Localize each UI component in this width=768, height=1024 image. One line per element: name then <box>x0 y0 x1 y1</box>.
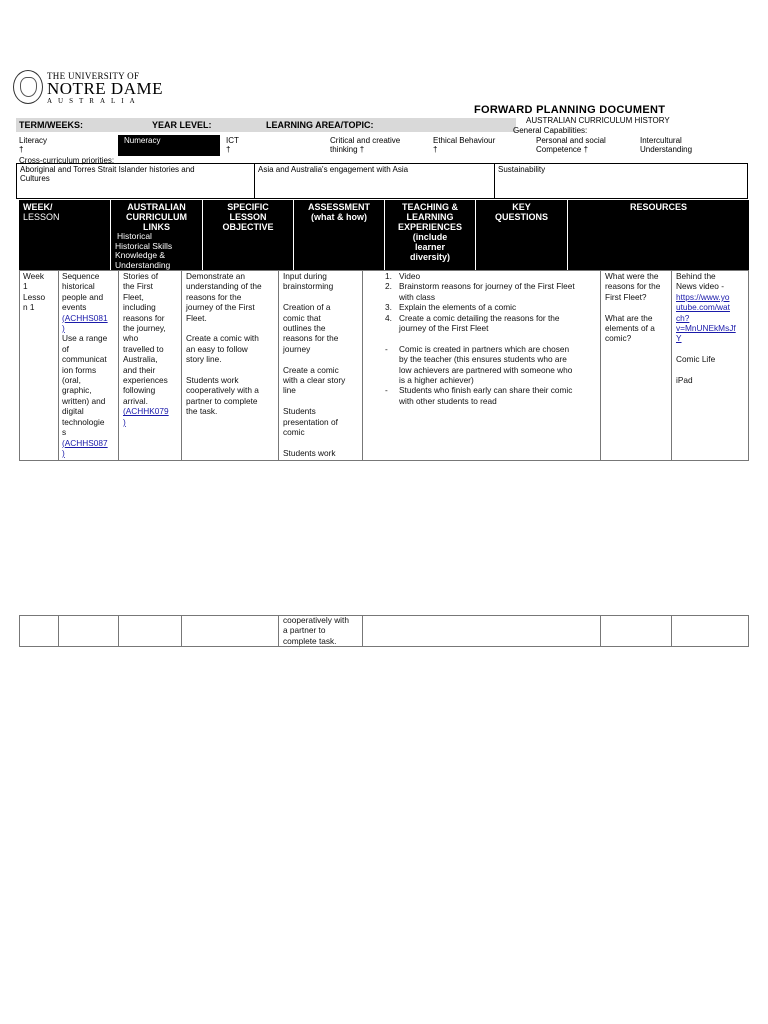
resource-line: Behind the <box>676 271 716 281</box>
cap-ethical <box>433 136 495 154</box>
tle-bullet <box>383 385 600 406</box>
spacer <box>283 354 362 364</box>
header-tle-line3: EXPERIENCES <box>397 222 463 232</box>
grid-line <box>19 460 749 461</box>
spacer <box>186 323 278 333</box>
tle-step-text: journey of the First Fleet <box>399 323 489 334</box>
logo-line-3: AUSTRALIA <box>47 97 141 105</box>
tle-step-number: 4. <box>385 312 392 323</box>
tle-step-text: with class <box>399 291 435 302</box>
ccp-asia-text: Asia and Australia's engagement with Asia <box>258 165 409 174</box>
tle-bullet-text: low achievers are partnered with someone who <box>399 364 573 375</box>
document-title: FORWARD PLANNING DOCUMENT <box>474 104 666 116</box>
skills-line: Use a range <box>62 333 108 344</box>
header-ac-line3: LINKS <box>143 222 170 232</box>
grid-line <box>671 270 672 460</box>
header-assessment <box>294 200 384 270</box>
header-objective <box>203 200 293 270</box>
question-line: elements of a <box>605 323 655 334</box>
cap-critical <box>330 136 400 154</box>
cap-intercultural-line1: Intercultural <box>640 136 682 145</box>
assessment-line: reasons for the <box>283 333 339 344</box>
skills-line: ion forms <box>62 364 97 375</box>
tle-step-text: Create a comic detailing the reasons for the <box>399 312 560 323</box>
tle-bullet-text: Students who finish early can share their comic <box>399 385 573 396</box>
header-ac-sub1: Historical <box>117 231 152 241</box>
general-capabilities-label: General Capabilities: <box>513 126 588 135</box>
knowledge-line: reasons for <box>123 312 165 323</box>
document-subtitle: AUSTRALIAN CURRICULUM HISTORY <box>526 116 670 125</box>
cap-intercultural <box>640 136 692 154</box>
grid-line <box>58 615 59 646</box>
curriculum-code-link[interactable]: (ACHHS081 <box>62 312 108 323</box>
tle-step <box>383 271 600 281</box>
resource-line: iPad <box>676 375 693 386</box>
curriculum-code-link[interactable]: (ACHHS087 <box>62 437 108 448</box>
assessment-line: Students work <box>283 447 336 458</box>
assessment-line: presentation of <box>283 416 338 427</box>
assessment-line: journey <box>283 343 311 354</box>
header-ac-links <box>111 200 202 270</box>
cap-ict <box>226 136 239 154</box>
cross-curriculum-label: Cross-curriculum priorities: <box>19 156 115 165</box>
tle-bullet-text: by the teacher (this ensures students who are <box>399 354 567 365</box>
header-assessment-line2: (what & how) <box>311 212 367 222</box>
header-kq-line2: QUESTIONS <box>494 212 548 222</box>
spacer <box>676 344 748 354</box>
skills-line: Sequence <box>62 271 100 281</box>
curriculum-code-link[interactable]: ) <box>62 323 65 334</box>
header-objective-line3: OBJECTIVE <box>222 222 274 232</box>
knowledge-line: travelled to <box>123 343 164 354</box>
header-objective-line1: SPECIFIC <box>227 202 269 212</box>
tle-step-text: Explain the elements of a comic <box>399 302 517 313</box>
cell-assessment-continued <box>283 615 362 646</box>
objective-line: understanding of the <box>186 281 262 292</box>
header-tle-line2: LEARNING <box>406 212 454 222</box>
cap-ethical-label: Ethical Behaviour <box>433 136 496 145</box>
header-objective-line2: LESSON <box>229 212 267 222</box>
ccp-sustainability-text: Sustainability <box>498 165 546 174</box>
grid-line <box>600 615 601 646</box>
term-weeks-label: TERM/WEEKS: <box>19 120 83 130</box>
skills-line: events <box>62 302 87 313</box>
skills-line: communicat <box>62 354 107 365</box>
cap-literacy-label: Literacy <box>19 136 48 145</box>
cap-critical-line1: Critical and creative <box>330 136 401 145</box>
skills-line: technologie <box>62 416 105 427</box>
resource-line: Comic Life <box>676 354 716 365</box>
grid-line <box>19 615 20 646</box>
knowledge-line: and their <box>123 364 156 375</box>
spacer <box>605 302 671 312</box>
grid-line <box>19 270 20 460</box>
header-assessment-line1: ASSESSMENT <box>307 202 370 212</box>
tle-bullet-marker: - <box>385 385 388 396</box>
knowledge-line: arrival. <box>123 395 148 406</box>
curriculum-code-link[interactable]: ) <box>62 447 65 458</box>
knowledge-line: the journey, <box>123 323 166 334</box>
question-line: What are the <box>605 312 653 323</box>
cell-week <box>23 271 57 313</box>
assessment-line: comic <box>283 427 305 438</box>
knowledge-line: Australia, <box>123 354 158 365</box>
grid-line <box>748 615 749 646</box>
curriculum-code-link[interactable]: ) <box>123 416 126 427</box>
spacer <box>186 365 278 375</box>
cell-resources <box>676 271 748 385</box>
resource-line: News video - <box>676 281 724 292</box>
objective-line: partner to complete <box>186 395 258 406</box>
header-tle-line6: diversity) <box>409 252 451 262</box>
header-tle-line5: learner <box>414 242 446 252</box>
header-ac-line1: AUSTRALIAN <box>127 202 186 212</box>
question-line: First Fleet? <box>605 291 647 302</box>
header-ac-sub3: Knowledge & <box>115 250 166 260</box>
ccp-aboriginal-text <box>20 165 195 183</box>
cap-intercultural-line2: Understanding <box>640 145 693 154</box>
cap-literacy <box>19 136 47 154</box>
skills-line: of <box>62 343 69 354</box>
video-link[interactable]: https://www.yo <box>676 291 730 302</box>
ccp-aboriginal <box>16 163 255 199</box>
grid-line <box>600 270 601 460</box>
assessment-line: Input during <box>283 271 327 281</box>
assessment-line: a partner to <box>283 625 326 636</box>
cap-numeracy <box>118 135 220 156</box>
cap-personal <box>536 136 606 154</box>
cap-ethical-mark: † <box>433 145 438 154</box>
skills-line: (oral, <box>62 375 81 386</box>
tle-bullet-text: is a higher achiever) <box>399 375 474 386</box>
curriculum-code-link[interactable]: (ACHHK079 <box>123 406 169 417</box>
cap-literacy-mark: † <box>19 145 24 154</box>
tle-bullet <box>383 344 600 386</box>
skills-line: digital <box>62 406 84 417</box>
knowledge-line: experiences <box>123 375 168 386</box>
video-link[interactable]: ch? <box>676 312 690 323</box>
grid-line <box>118 615 119 646</box>
tle-step-number: 1. <box>385 271 392 281</box>
spacer <box>283 396 362 406</box>
week-line: 1 <box>23 281 28 292</box>
header-tle-line1: TEACHING & <box>402 202 458 212</box>
cap-critical-line2: thinking † <box>330 145 365 154</box>
assessment-line: line <box>283 385 296 396</box>
spacer <box>676 365 748 375</box>
knowledge-line: who <box>123 333 139 344</box>
spacer <box>383 333 600 343</box>
video-link[interactable]: utube.com/wat <box>676 302 730 313</box>
cap-personal-line1: Personal and social <box>536 136 606 145</box>
objective-line: reasons for the <box>186 291 242 302</box>
knowledge-line: Stories of <box>123 271 159 281</box>
grid-line <box>671 615 672 646</box>
skills-line: historical <box>62 281 95 292</box>
header-resources <box>568 200 749 270</box>
grid-line <box>181 615 182 646</box>
grid-line <box>19 615 749 616</box>
assessment-line: with a clear story <box>283 375 346 386</box>
week-line: Week <box>23 271 45 281</box>
header-tle <box>385 200 475 270</box>
cap-ict-label: ICT <box>226 136 239 145</box>
grid-line <box>362 615 363 646</box>
assessment-line: cooperatively with <box>283 615 349 625</box>
assessment-line: Creation of a <box>283 302 331 313</box>
week-line: n 1 <box>23 302 35 313</box>
cell-key-questions <box>605 271 671 344</box>
question-line: reasons for the <box>605 281 661 292</box>
header-ac-sub2: Historical Skills <box>115 240 173 251</box>
objective-line: story line. <box>186 354 222 365</box>
knowledge-line: Fleet, <box>123 291 144 302</box>
skills-line: s <box>62 427 67 438</box>
tle-step-number: 3. <box>385 302 392 313</box>
question-line: comic? <box>605 333 632 344</box>
objective-line: Fleet. <box>186 312 207 323</box>
knowledge-line: including <box>123 302 156 313</box>
term-row <box>16 118 516 132</box>
grid-line <box>19 646 749 647</box>
tle-bullet-text: with other students to read <box>399 395 497 406</box>
skills-line: written) and <box>62 395 106 406</box>
tle-step-text: Brainstorm reasons for journey of the First Fleet <box>399 281 575 292</box>
tle-step-text: Video <box>399 271 421 281</box>
assessment-line: Students <box>283 406 316 417</box>
spacer <box>283 437 362 447</box>
assessment-line: outlines the <box>283 323 326 334</box>
grid-line <box>181 270 182 460</box>
university-seal-icon <box>13 70 43 104</box>
objective-line: the task. <box>186 406 218 417</box>
objective-line: Demonstrate an <box>186 271 246 281</box>
grid-line <box>362 270 363 460</box>
header-resources-label: RESOURCES <box>629 202 687 212</box>
header-ac-sub4: Understanding <box>115 259 171 270</box>
grid-line <box>58 270 59 460</box>
header-kq-line1: KEY <box>512 202 531 212</box>
cap-personal-line2: Competence † <box>536 145 589 154</box>
year-level-label: YEAR LEVEL: <box>152 120 212 130</box>
tle-step-number: 2. <box>385 281 392 292</box>
tle-step <box>383 302 600 312</box>
header-week-line1: WEEK/ <box>23 202 53 212</box>
header-ac-line2: CURRICULUM <box>126 212 187 222</box>
week-line: Lesso <box>23 291 46 302</box>
video-link[interactable]: Y <box>676 333 682 344</box>
objective-line: an easy to follow <box>186 343 248 354</box>
objective-line: cooperatively with a <box>186 385 259 396</box>
video-link[interactable]: v=MnUNEkMsJf <box>676 323 736 334</box>
grid-line <box>118 270 119 460</box>
cap-ict-mark: † <box>226 145 231 154</box>
cap-numeracy-label: Numeracy <box>124 136 161 145</box>
assessment-line: complete task. <box>283 635 337 646</box>
logo-line-2: NOTRE DAME <box>47 79 163 98</box>
grid-line <box>748 270 749 460</box>
question-line: What were the <box>605 271 659 281</box>
ccp-sustainability <box>494 163 748 199</box>
header-week-lesson <box>19 200 110 270</box>
assessment-line: Create a comic <box>283 364 339 375</box>
cell-objective <box>186 271 278 417</box>
tle-step <box>383 313 600 334</box>
assessment-line: brainstorming <box>283 281 334 292</box>
objective-line: journey of the First <box>186 302 255 313</box>
knowledge-line: following <box>123 385 156 396</box>
header-key-questions <box>476 200 567 270</box>
header-tle-line4: (include <box>412 232 448 242</box>
tle-bullet-text: Comic is created in partners which are chosen <box>399 343 570 354</box>
grid-line <box>278 270 279 460</box>
header-week-line2: LESSON <box>23 212 60 222</box>
assessment-line: comic that <box>283 312 321 323</box>
ccp-asia <box>254 163 495 199</box>
objective-line: Create a comic with <box>186 333 259 344</box>
objective-line: Students work <box>186 375 239 386</box>
cell-teaching-learning <box>383 271 600 406</box>
ccp-aboriginal-line1: Aboriginal and Torres Strait Islander histories and <box>20 165 195 174</box>
skills-line: people and <box>62 291 104 302</box>
spacer <box>283 292 362 302</box>
knowledge-line: the First <box>123 281 153 292</box>
grid-line <box>278 615 279 646</box>
logo-line-1: THE UNIVERSITY OF <box>47 71 140 81</box>
tle-step <box>383 281 600 302</box>
cell-knowledge <box>123 271 181 427</box>
ccp-aboriginal-line2: Cultures <box>20 174 50 183</box>
cell-assessment <box>283 271 362 458</box>
learning-area-label: LEARNING AREA/TOPIC: <box>266 120 374 130</box>
skills-line: graphic, <box>62 385 92 396</box>
cell-historical-skills <box>62 271 118 458</box>
tle-bullet-marker: - <box>385 343 388 354</box>
